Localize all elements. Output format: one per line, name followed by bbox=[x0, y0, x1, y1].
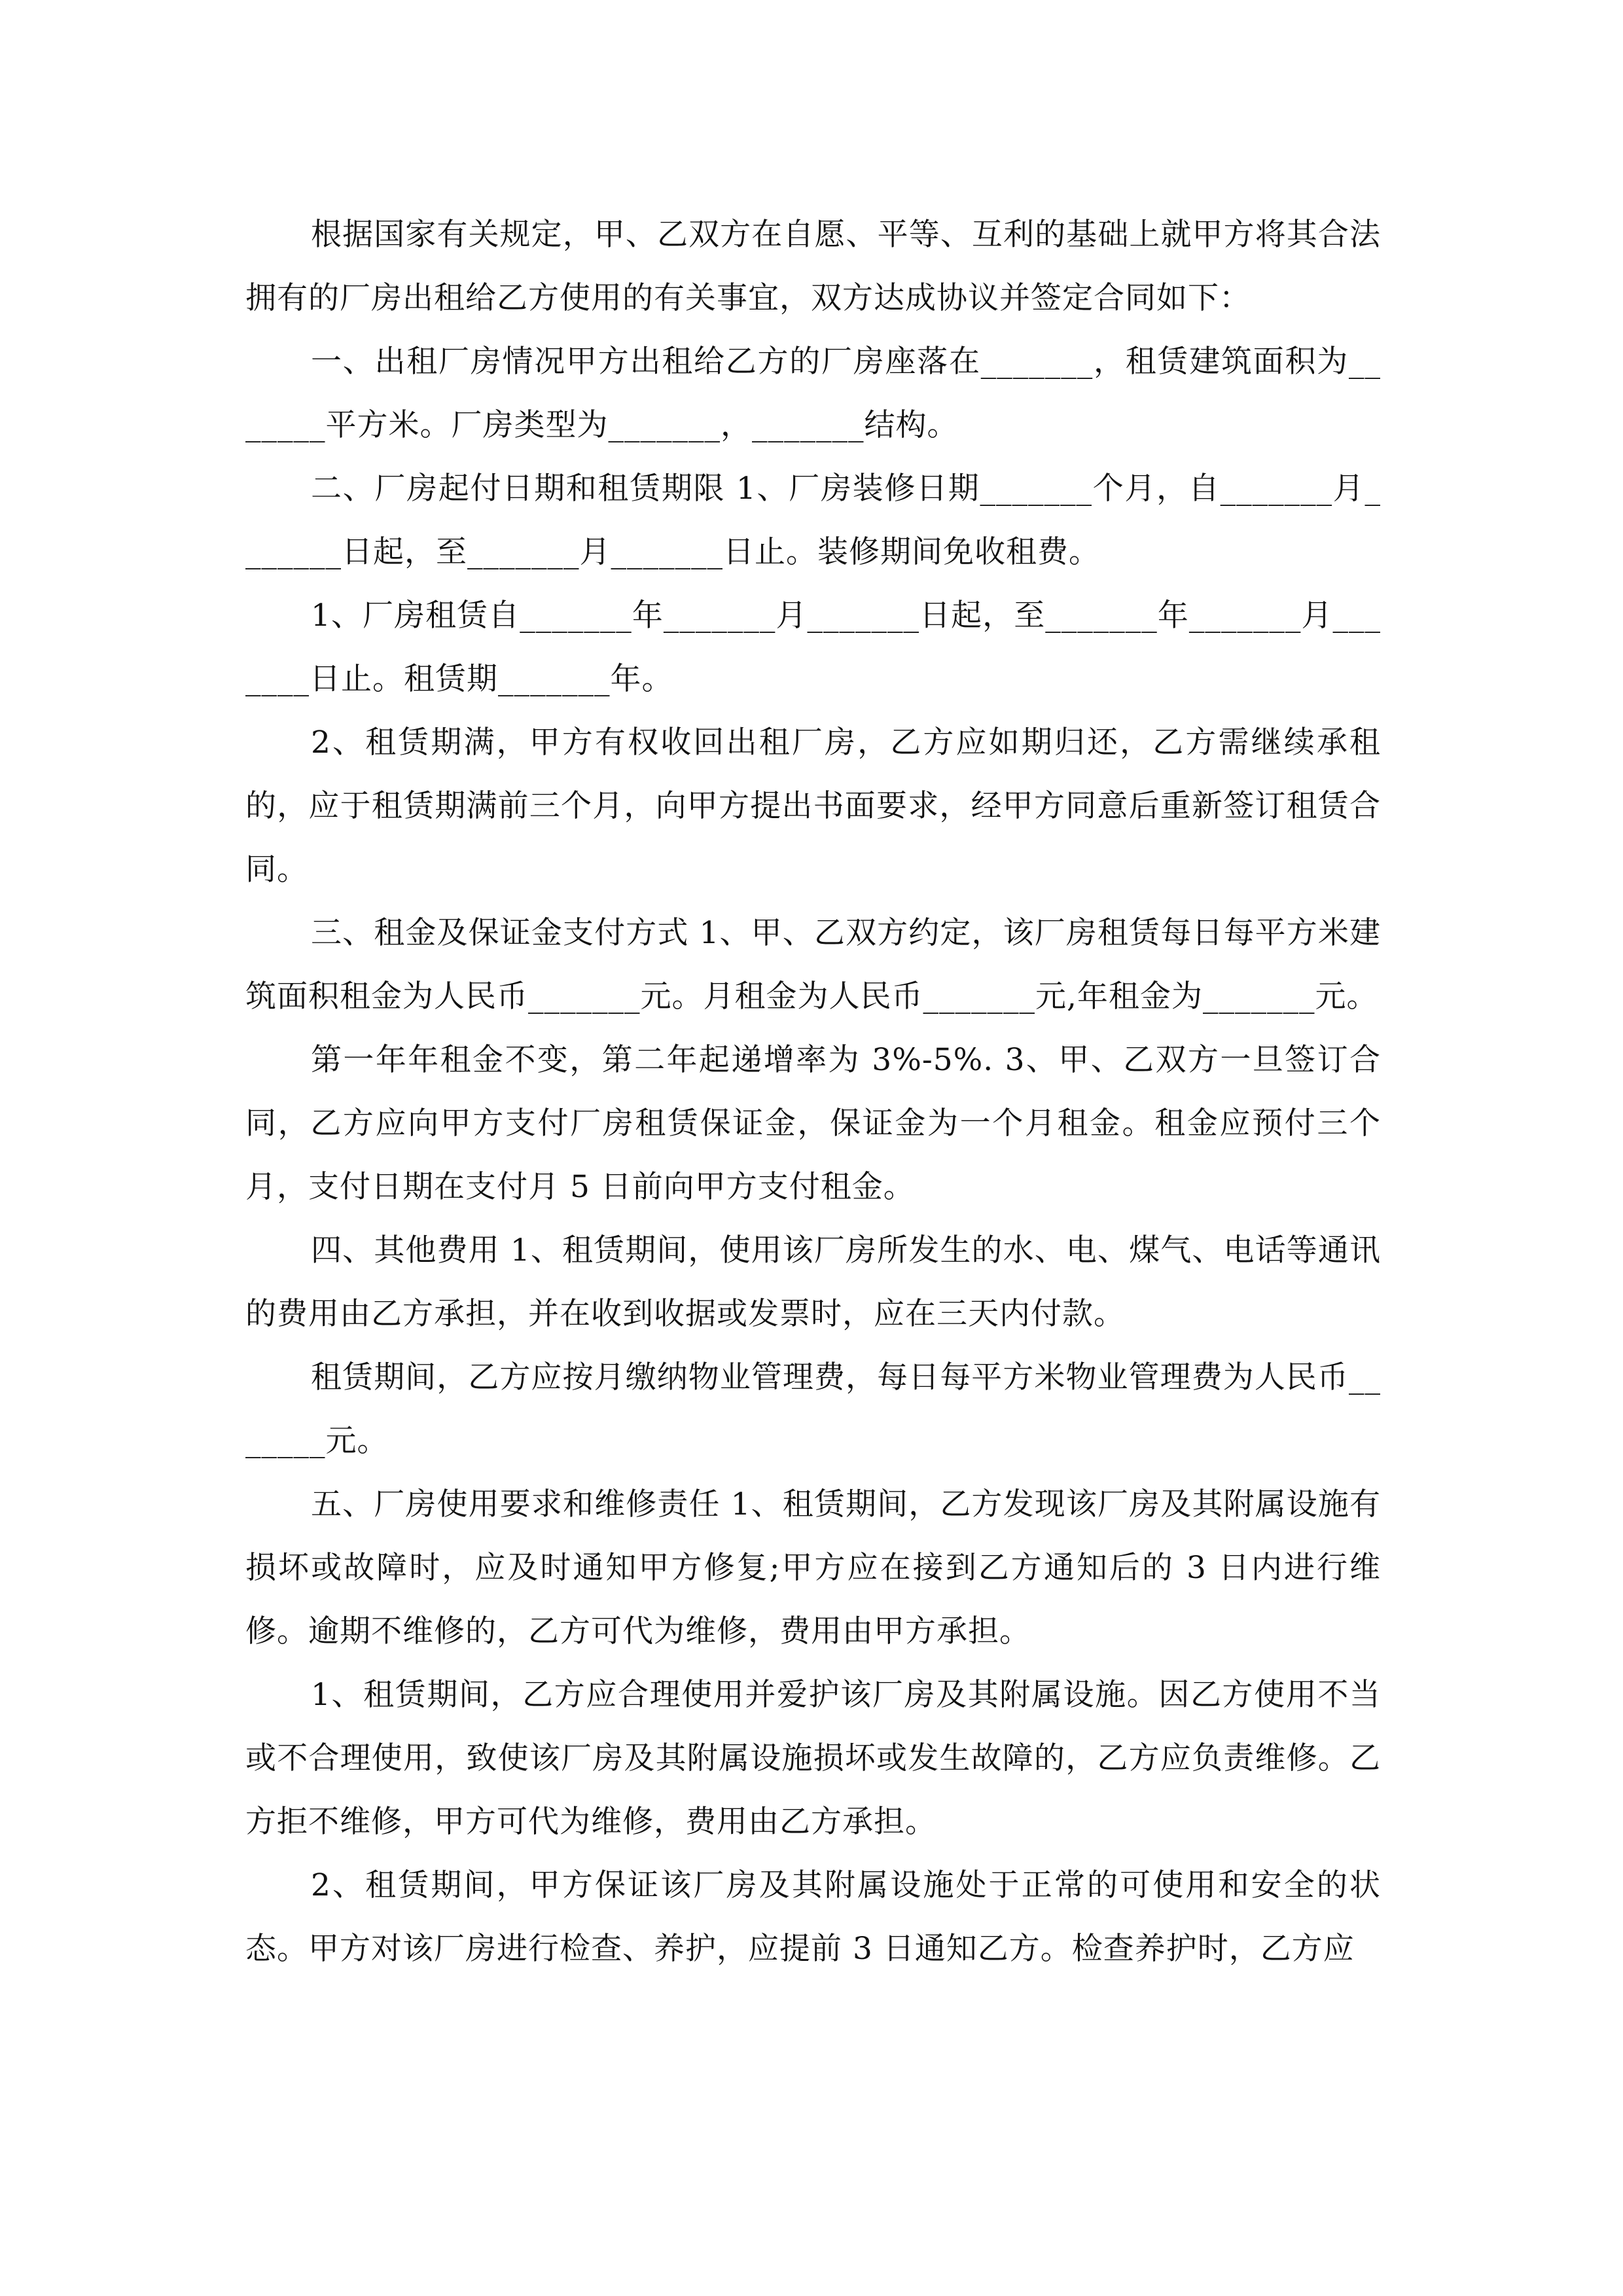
paragraph-section-2: 二、厂房起付日期和租赁期限 1、厂房装修日期_______个月，自_______月_______日起，至_______月_______日止。装修期间免收租费。 bbox=[245, 471, 1381, 570]
paragraph-section-4-management-fee: 租赁期间，乙方应按月缴纳物业管理费，每日每平方米物业管理费为人民币_______元。 bbox=[245, 1359, 1381, 1459]
paragraph-section-2-item-1: 1、厂房租赁自_______年_______月_______日起，至_______年_______月_______日止。租赁期_______年。 bbox=[245, 598, 1381, 697]
paragraph-section-2-item-2: 2、租赁期满，甲方有权收回出租厂房，乙方应如期归还，乙方需继续承租的，应于租赁期满前三个月，向甲方提出书面要求，经甲方同意后重新签订租赁合同。 bbox=[245, 725, 1381, 888]
paragraph-section-4: 四、其他费用 1、租赁期间，使用该厂房所发生的水、电、煤气、电话等通讯的费用由乙方承担，并在收到收据或发票时，应在三天内付款。 bbox=[245, 1232, 1381, 1332]
paragraph-preamble: 根据国家有关规定，甲、乙双方在自愿、平等、互利的基础上就甲方将其合法拥有的厂房出租给乙方使用的有关事宜，双方达成协议并签定合同如下： bbox=[245, 217, 1381, 316]
paragraph-section-1: 一、出租厂房情况甲方出租给乙方的厂房座落在_______，租赁建筑面积为_______平方米。厂房类型为_______，_______结构。 bbox=[245, 344, 1381, 443]
paragraph-section-3: 三、租金及保证金支付方式 1、甲、乙双方约定，该厂房租赁每日每平方米建筑面积租金为人民币_______元。月租金为人民币_______元,年租金为_______元。 bbox=[245, 915, 1381, 1014]
paragraph-section-5-item-1: 1、租赁期间，乙方应合理使用并爱护该厂房及其附属设施。因乙方使用不当或不合理使用，致使该厂房及其附属设施损坏或发生故障的，乙方应负责维修。乙方拒不维修，甲方可代为维修，费用由乙方承担。 bbox=[245, 1677, 1381, 1840]
paragraph-section-5-item-2: 2、租赁期间，甲方保证该厂房及其附属设施处于正常的可使用和安全的状态。甲方对该厂房进行检查、养护，应提前 3 日通知乙方。检查养护时，乙方应 bbox=[245, 1867, 1381, 1967]
paragraph-section-5: 五、厂房使用要求和维修责任 1、租赁期间，乙方发现该厂房及其附属设施有损坏或故障时，应及时通知甲方修复;甲方应在接到乙方通知后的 3 日内进行维修。逾期不维修的，乙方可代为维修，费用由甲方承担。 bbox=[245, 1486, 1381, 1649]
contract-body bbox=[245, 203, 1381, 1981]
paragraph-section-3-continued: 第一年年租金不变，第二年起递增率为 3%-5%. 3、甲、乙双方一旦签订合同，乙方应向甲方支付厂房租赁保证金，保证金为一个月租金。租金应预付三个月，支付日期在支付月 5 日前向甲方支付租金。 bbox=[245, 1042, 1381, 1205]
